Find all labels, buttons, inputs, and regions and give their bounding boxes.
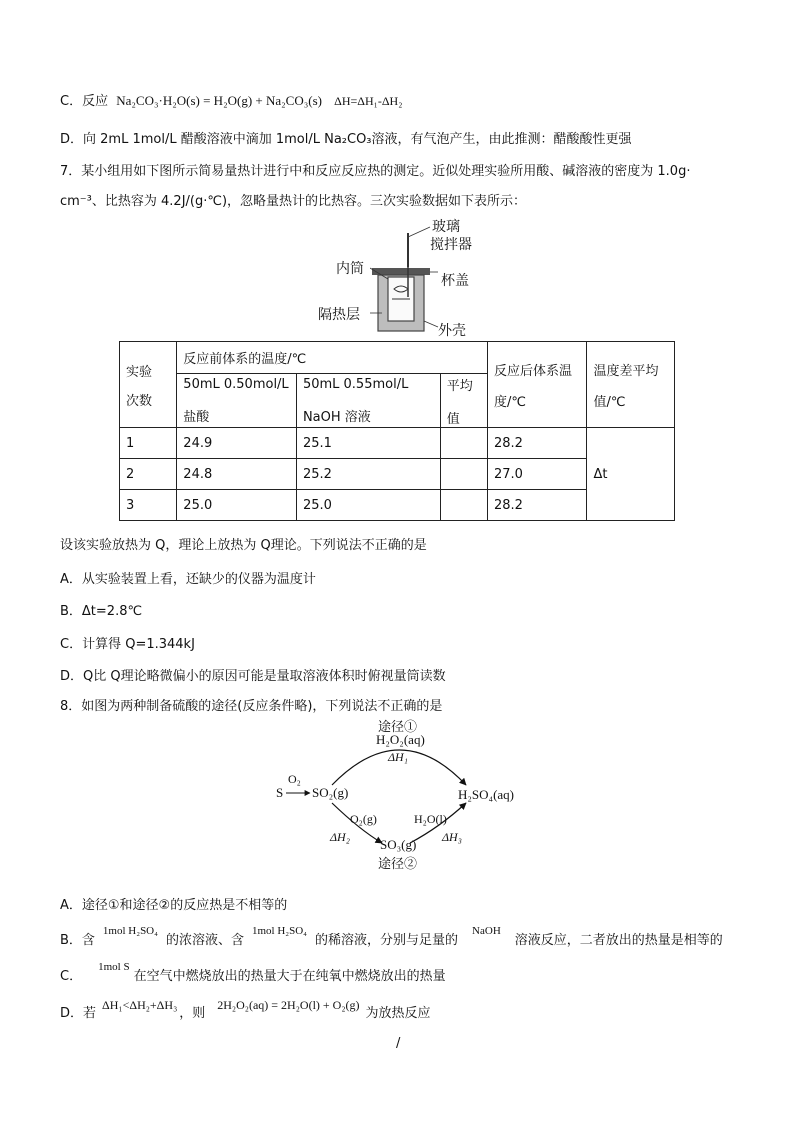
cell-hcl: 24.9 (177, 428, 297, 459)
header-avg-2: 值 (446, 411, 460, 427)
q8b-p3: 的稀溶液，分别与足量的 (315, 933, 459, 948)
q6-option-c (60, 91, 402, 112)
route2-label: 途径② (378, 856, 418, 871)
header-naoh-2: NaOH 溶液 (302, 409, 371, 425)
q8b-formula1: 1mol H₂SO₄ (102, 925, 158, 937)
q7-option-b: B．Δt=2.8℃ (60, 604, 143, 619)
dh2-label: ΔH₂ (330, 830, 350, 844)
cell-naoh: 25.1 (296, 428, 440, 459)
so3-label: SO₃(g) (380, 837, 417, 852)
q8c-formula: 1mol S (98, 961, 130, 973)
label-lid: 杯盖 (441, 274, 469, 289)
header-after-1: 反应后体系温 (493, 363, 572, 379)
page-number: / (396, 1036, 401, 1051)
s-label: S (276, 785, 284, 800)
header-diff-1: 温度差平均 (593, 363, 659, 379)
label-glass: 玻璃 (432, 220, 460, 235)
table-row (120, 428, 675, 459)
q8c-p1: C． (60, 969, 83, 984)
header-avg (440, 374, 487, 428)
cell-dt: Δt (587, 428, 675, 521)
q8b-formula2: 1mol H₂SO₄ (251, 925, 308, 937)
label-insulation: 隔热层 (318, 308, 360, 323)
q7-after-table: 设该实验放热为 Q，理论上放热为 Q理论。下列说法不正确的是 (60, 538, 427, 553)
cell-naoh: 25.0 (296, 490, 440, 521)
q6-option-d: D．向 2mL 1mol/L 醋酸溶液中滴加 1mol/L Na₂CO₃溶液，有气泡产生，由此推测：醋酸酸性更强 (60, 132, 632, 147)
cell-n: 2 (120, 459, 177, 490)
q6c-delta: ΔH=ΔH₁-ΔH₂ (334, 94, 403, 108)
cell-n: 1 (120, 428, 177, 459)
q7-option-c: C．计算得 Q=1.344kJ (60, 637, 195, 652)
q8-option-b (60, 925, 723, 951)
cell-naoh: 25.2 (296, 459, 440, 490)
cell-avg (440, 459, 487, 490)
header-exp-1: 实验 (126, 364, 153, 380)
cell-after: 28.2 (487, 428, 587, 459)
cell-hcl: 25.0 (177, 490, 297, 521)
cell-avg (440, 490, 487, 521)
header-exp-2: 次数 (126, 393, 153, 409)
cell-after: 28.2 (487, 490, 587, 521)
q8d-p1: D．若 (60, 1006, 97, 1021)
q8d-formula1: ΔH₁<ΔH₂+ΔH₃ (102, 998, 178, 1012)
q8d-p3: 为放热反应 (365, 1006, 431, 1021)
dh1-label: ΔH₁ (388, 750, 408, 764)
q8d-formula2: 2H₂O₂(aq) = 2H₂O(l) + O₂(g) (217, 998, 360, 1012)
header-avg-1: 平均 (446, 378, 473, 394)
header-hcl-1: 50mL 0.50mol/L (183, 376, 289, 392)
o2-label: O₂ (288, 772, 301, 786)
header-hcl-2: 盐酸 (183, 409, 210, 425)
q6c-label: C．反应 (60, 94, 109, 109)
q7-option-d: D．Q比 Q理论略微偏小的原因可能是量取溶液体积时俯视量筒读数 (60, 669, 446, 684)
cell-after: 27.0 (487, 459, 587, 490)
header-naoh (296, 374, 440, 428)
q8b-p4: 溶液反应，二者放出的热量是相等的 (514, 933, 723, 948)
o2g-label: O₂(g) (350, 812, 377, 826)
header-after-2: 度/℃ (493, 394, 526, 410)
q8-option-a: A．途径①和途径②的反应热是不相等的 (60, 898, 288, 913)
q8c-p2: 在空气中燃烧放出的热量大于在纯氧中燃烧放出的热量 (133, 969, 446, 984)
header-exp (120, 342, 177, 428)
q8d-p2: ，则 (179, 1006, 206, 1021)
dh3-label: ΔH₃ (442, 830, 462, 844)
q7-stem-line2: cm⁻³、比热容为 4.2J/(g·℃)，忽略量热计的比热容。三次实验数据如下表所示： (60, 194, 527, 209)
label-stirrer: 搅拌器 (430, 238, 472, 253)
header-diff (587, 342, 675, 428)
h2ol-label: H₂O(l) (414, 812, 447, 826)
cell-hcl: 24.8 (177, 459, 297, 490)
cell-n: 3 (120, 490, 177, 521)
header-before: 反应前体系的温度/℃ (177, 342, 488, 374)
header-after (487, 342, 587, 428)
label-inner-cup: 内筒 (336, 262, 364, 277)
q8-option-c (60, 961, 446, 987)
so2-label: SO₂(g) (312, 785, 349, 800)
route1-reagent: H₂O₂(aq) (376, 732, 425, 747)
q8-stem: 8．如图为两种制备硫酸的途径(反应条件略)，下列说法不正确的是 (60, 699, 443, 714)
label-outer-shell: 外壳 (438, 324, 466, 339)
cell-avg (440, 428, 487, 459)
route1-label: 途径① (378, 719, 418, 734)
header-naoh-1: 50mL 0.55mol/L (302, 376, 409, 392)
q8b-p1: B．含 (60, 933, 95, 948)
q7-option-a: A．从实验装置上看，还缺少的仪器为温度计 (60, 572, 316, 587)
q8b-formula3: NaOH (472, 925, 501, 937)
q8-option-d (60, 998, 431, 1024)
header-diff-2: 值/℃ (593, 394, 626, 410)
h2so4-label: H₂SO₄(aq) (458, 787, 514, 802)
q6c-equation: Na₂CO₃·H₂O(s) = H₂O(g) + Na₂CO₃(s) (116, 93, 322, 108)
experiment-table (119, 341, 675, 521)
header-hcl (177, 374, 297, 428)
q7-stem-line1: 7．某小组用如下图所示简易量热计进行中和反应反应热的测定。近似处理实验所用酸、碱溶液的密度为 1.0g· (60, 164, 691, 179)
q8b-p2: 的浓溶液、含 (165, 933, 244, 948)
